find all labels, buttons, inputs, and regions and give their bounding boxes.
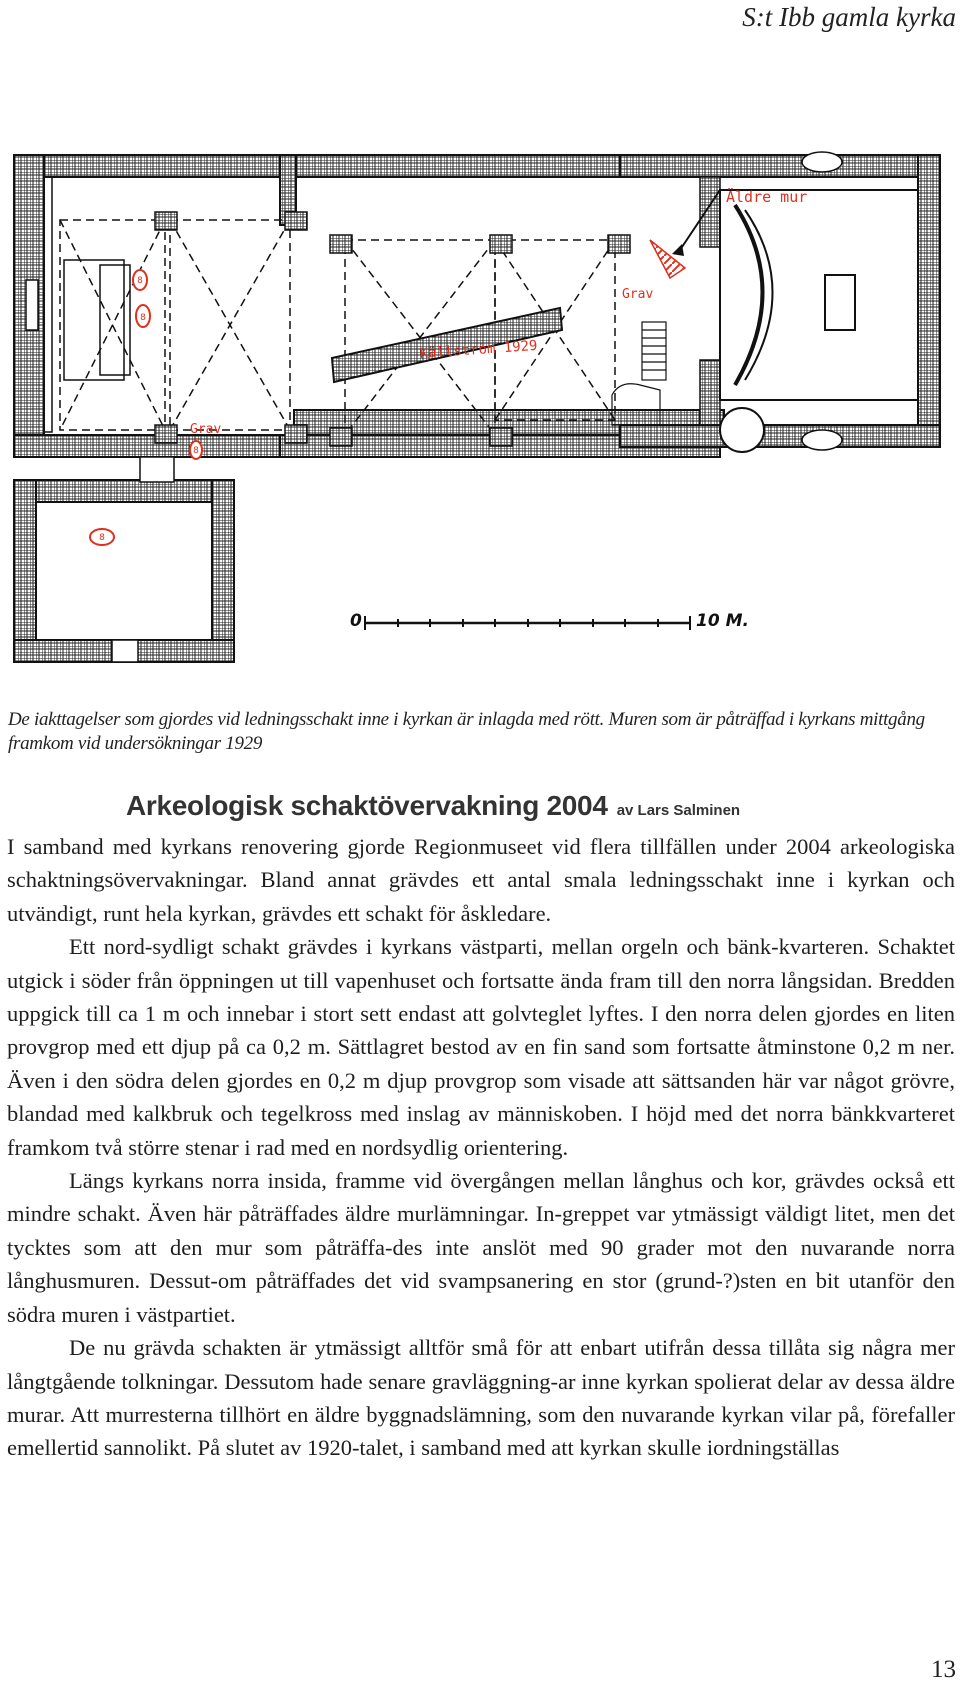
page-number: 13 bbox=[931, 1656, 956, 1683]
article-body bbox=[7, 830, 955, 1465]
marker-text-4: 8 bbox=[99, 533, 105, 543]
kallstrom-label: Källström 1929 bbox=[419, 337, 539, 362]
grave-label-west: Grav bbox=[190, 422, 222, 437]
figure-caption bbox=[8, 708, 948, 756]
scale-bar bbox=[350, 611, 749, 631]
grave-label-east: Grav bbox=[622, 287, 654, 302]
paragraph-1: I samband med kyrkans renovering gjorde Regionmuseet vid flera tillfällen under 2004 arkeologiska schaktningsövervakningar. Bland annat grävdes ett antal smala ledningsschakt inne i kyrkan och utvändigt, runt hela kyrkan, grävdes ett schakt för åskledare. bbox=[7, 834, 955, 926]
running-header: S:t Ibb gamla kyrka bbox=[742, 2, 956, 32]
organ-loft bbox=[64, 260, 130, 380]
paragraph-2: Ett nord-sydligt schakt grävdes i kyrkans västparti, mellan orgeln och bänk-kvarteren. Schaktet utgick i söder från öppningen ut till vapenhuset och fortsatte ända fram till den norra långsidan. Bredden uppgick till ca 1 m och innebar i stort sett endast att golvteglet lyftes. I den norra delen gjordes en liten provgrop med ett djup på ca 0,2 m. Sättlagret bestod av en fin sand som fortsatte åtminstone 0,2 m ner. Även i den södra delen gjordes en 0,2 m djup provgrop som visade att sättsanden här var något grövre, blandad med kalkbruk och tegelkross med inslag av människoben. I höjd med det norra bänkkvarteret framkom två större stenar i rad med en nordsydlig orientering. bbox=[7, 934, 955, 1160]
church-floor-plan bbox=[0, 40, 960, 680]
article-byline: av Lars Salminen bbox=[616, 802, 741, 819]
nave-walls bbox=[280, 155, 724, 457]
scale-start: 0 bbox=[350, 611, 362, 631]
article-headline bbox=[126, 790, 956, 822]
older-wall-mark bbox=[650, 240, 685, 278]
article-title: Arkeologisk schaktövervakning 2004 bbox=[126, 790, 608, 821]
marker-text-3: 8 bbox=[193, 446, 199, 456]
scale-end: 10 M. bbox=[696, 611, 749, 631]
west-nave-walls bbox=[14, 155, 294, 457]
south-annex bbox=[14, 457, 234, 662]
paragraph-3: Längs kyrkans norra insida, framme vid övergången mellan långhus och kor, grävdes också ett mindre schakt. Även här påträffades äldre murlämningar. In-greppet var ytmässigt väldigt litet, men det tycktes som att den mur som påträffa-des inte anslöt med 90 grader mot den nuvarande norra långhusmuren. Dessut-om påträffades det vid svampsanering en stor (grund-?)sten en bit utanför den södra muren i västpartiet. bbox=[7, 1168, 955, 1327]
marker-text-1: 8 bbox=[137, 276, 143, 286]
marker-text-2: 8 bbox=[140, 313, 146, 323]
caption-text: De iakttagelser som gjordes vid ledningsschakt inne i kyrkan är inlagda med rött. Muren som är påträffad i kyrkans mittgång framkom vid undersökningar 1929 bbox=[8, 709, 925, 754]
paragraph-4: De nu grävda schakten är ytmässigt alltför små för att enbart utifrån dessa tillåta sig några mer långtgående tolkningar. Dessutom hade senare gravläggning-ar inne kyrkan spolierat delar av dessa äldre murar. Att murresterna tillhört en äldre byggnadslämning, som den nuvarande kyrkan vilar på, förefaller emellertid sannolikt. På slutet av 1920-talet, i samband med att kyrkan skulle iordningställas bbox=[7, 1335, 955, 1461]
older-wall-label: Äldre mur bbox=[726, 188, 808, 206]
